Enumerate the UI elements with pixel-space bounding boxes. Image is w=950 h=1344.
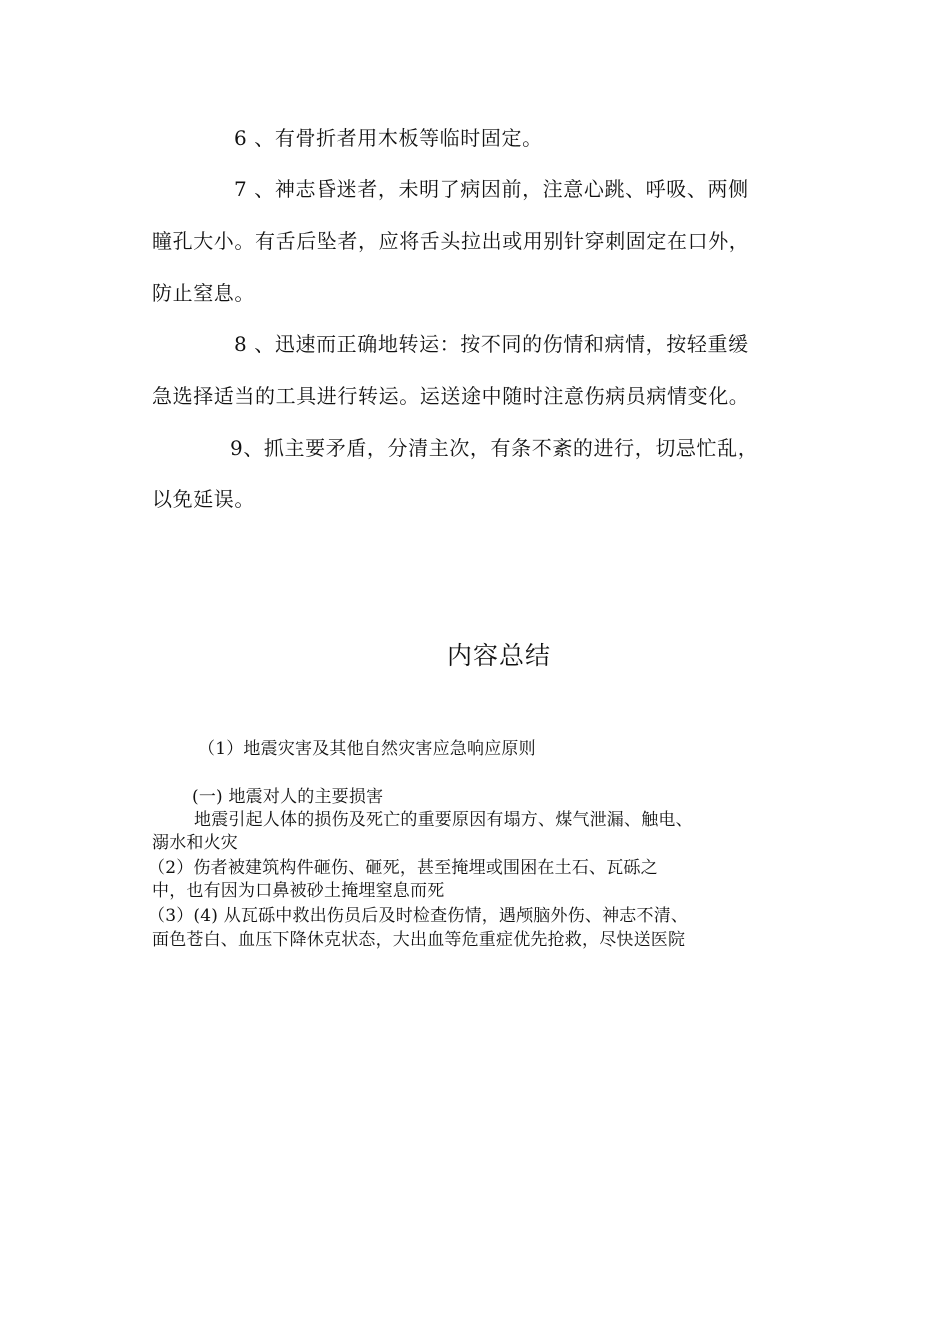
summary-line: （2）伤者被建筑构件砸伤、砸死，甚至掩埋或围困在土石、瓦砾之 (148, 858, 658, 878)
body-line: 8 、迅速而正确地转运：按不同的伤情和病情，按轻重缓 (234, 332, 749, 356)
body-line: 瞳孔大小。有舌后坠者，应将舌头拉出或用别针穿刺固定在口外， (152, 229, 750, 253)
body-line: 防止窒息。 (152, 281, 255, 305)
summary-line: (一) 地震对人的主要损害 (192, 787, 384, 807)
body-line: 9、抓主要矛盾，分清主次，有条不紊的进行，切忌忙乱， (230, 436, 759, 460)
summary-line: （1）地震灾害及其他自然灾害应急响应原则 (198, 739, 536, 759)
summary-line: 中，也有因为口鼻被砂土掩埋窒息而死 (152, 881, 445, 901)
body-line: 以免延误。 (152, 487, 255, 511)
body-line: 急选择适当的工具进行转运。运送途中随时注意伤病员病情变化。 (152, 384, 750, 408)
summary-line: 地震引起人体的损伤及死亡的重要原因有塌方、煤气泄漏、触电、 (194, 810, 693, 830)
summary-title: 内容总结 (447, 641, 552, 670)
body-line: 7 、神志昏迷者，未明了病因前，注意心跳、呼吸、两侧 (234, 177, 749, 201)
summary-line: 溺水和火灾 (152, 833, 238, 853)
summary-line: （3）(4) 从瓦砾中救出伤员后及时检查伤情，遇颅脑外伤、神志不清、 (148, 906, 689, 926)
body-line: 6 、有骨折者用木板等临时固定。 (234, 126, 543, 150)
summary-line: 面色苍白、血压下降休克状态，大出血等危重症优先抢救，尽快送医院 (152, 930, 686, 950)
